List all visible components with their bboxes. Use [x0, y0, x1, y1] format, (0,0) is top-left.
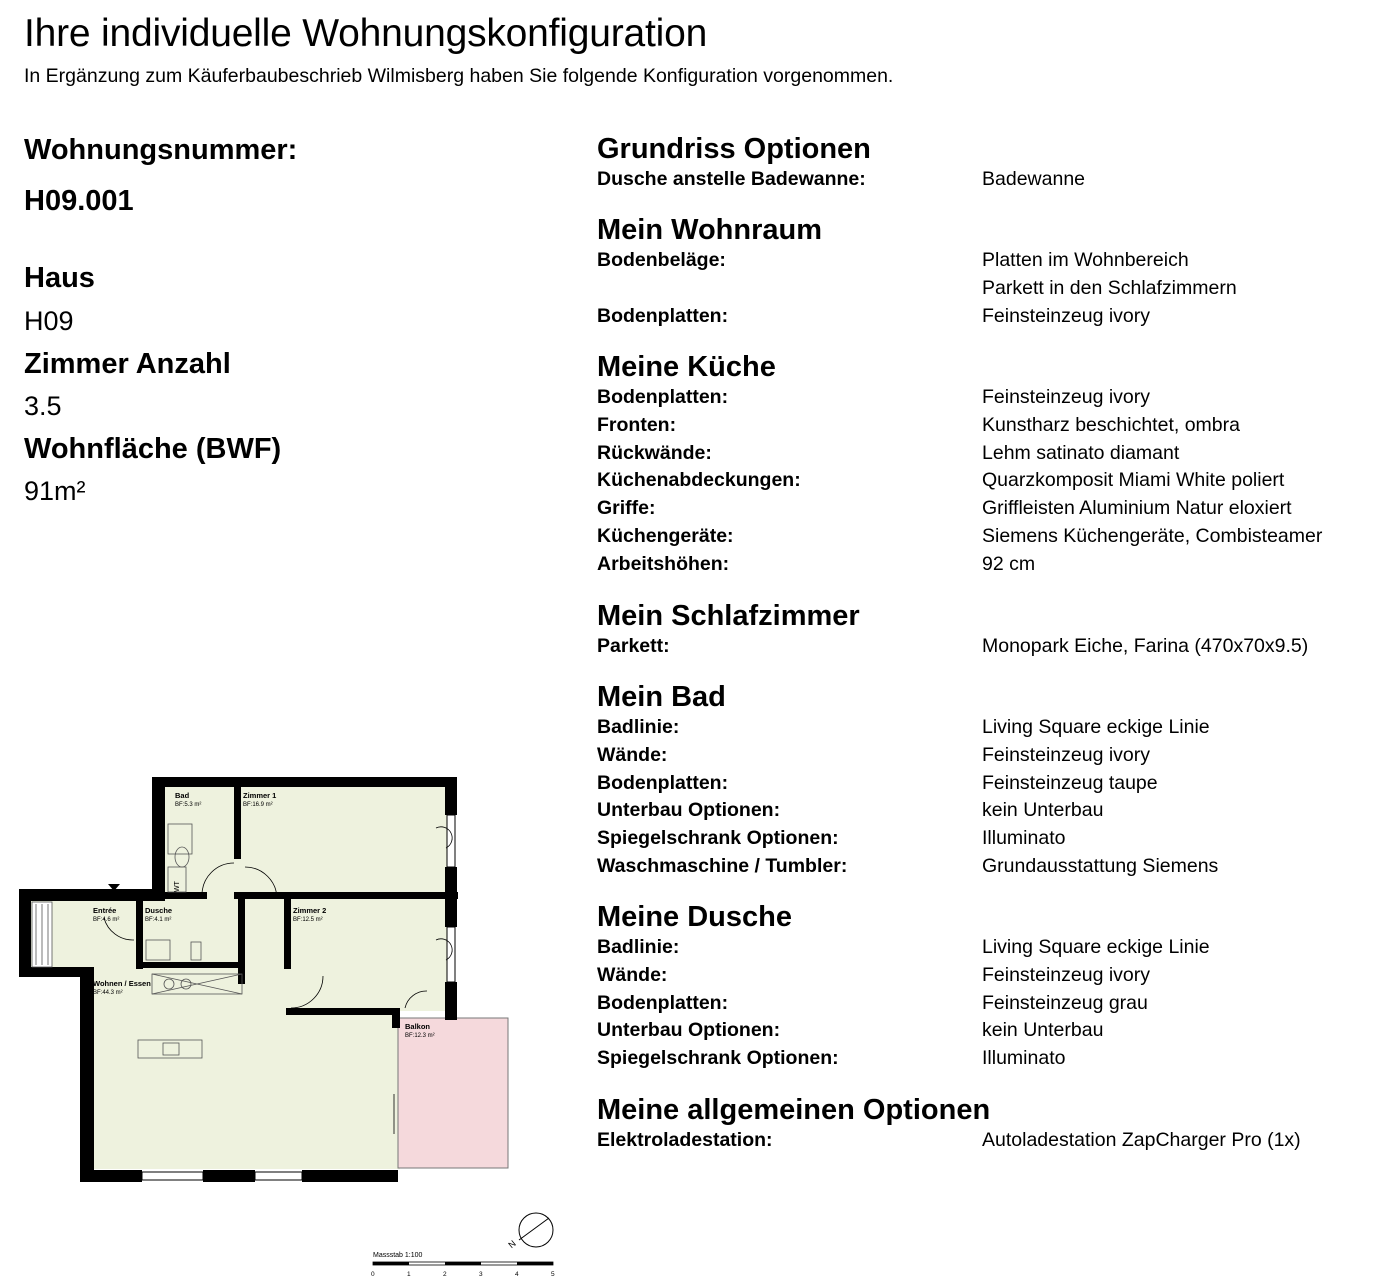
scale-label: Massstab 1:100: [373, 1252, 423, 1259]
config-value: Badewanne: [982, 168, 1086, 190]
scale-tick: 3: [479, 1271, 483, 1278]
config-key: Unterbau Optionen:: [597, 1019, 781, 1042]
config-row: [597, 1017, 1387, 1045]
rooms-value: 3.5: [24, 391, 62, 421]
scale-tick: 4: [515, 1271, 519, 1278]
balcony-area: [398, 1018, 508, 1168]
config-row: [597, 412, 1387, 440]
config-key: Waschmaschine / Tumbler:: [597, 854, 848, 877]
apartment-number-label: Wohnungsnummer:: [24, 134, 298, 166]
config-row: [597, 1127, 1387, 1155]
config-key: Parkett:: [597, 635, 670, 657]
room-area: BF:16.9 m²: [243, 802, 273, 808]
room-name: Balkon: [405, 1022, 431, 1031]
config-row: [597, 853, 1387, 881]
config-value: Kunstharz beschichtet, ombra: [982, 413, 1240, 436]
config-value: Quarzkomposit Miami White poliert: [982, 469, 1285, 492]
config-value: Feinsteinzeug ivory: [982, 743, 1150, 766]
config-value-line: Platten im Wohnbereich: [982, 249, 1189, 271]
section-mein-schlafzimmer: [597, 599, 1387, 661]
config-value: Monopark Eiche, Farina (470x70x9.5): [982, 635, 1309, 657]
room-name: Zimmer 2: [293, 906, 327, 915]
config-value: Griffleisten Aluminium Natur eloxiert: [982, 497, 1292, 520]
config-key: Griffe:: [597, 497, 656, 520]
config-key: Badlinie:: [597, 936, 680, 958]
config-row: [597, 934, 1387, 962]
config-row: [597, 495, 1387, 523]
config-row: [597, 303, 1387, 331]
wt-label: WT: [174, 881, 181, 892]
room-name: Entrée: [93, 906, 117, 915]
area-label: Wohnfläche (BWF): [24, 433, 282, 465]
scale-bar: [371, 1252, 555, 1278]
section-title: Mein Wohnraum: [597, 214, 823, 246]
config-value: Living Square eckige Linie: [982, 716, 1210, 738]
config-key: Rückwände:: [597, 441, 712, 464]
haus-value: H09: [24, 306, 74, 336]
config-key: Fronten:: [597, 413, 677, 436]
room-area: BF:44.3 m²: [93, 990, 123, 996]
config-row: [597, 633, 1387, 661]
config-row: [597, 440, 1387, 468]
config-value: Feinsteinzeug grau: [982, 991, 1148, 1014]
config-value: Feinsteinzeug ivory: [982, 963, 1150, 986]
rooms-label: Zimmer Anzahl: [24, 348, 231, 380]
page-title: Ihre individuelle Wohnungskonfiguration: [24, 12, 708, 55]
config-value: Lehm satinato diamant: [982, 441, 1180, 464]
room-area: BF:5.3 m²: [175, 802, 202, 808]
config-row: [597, 825, 1387, 853]
config-value: Autoladestation ZapCharger Pro (1x): [982, 1129, 1301, 1151]
config-row: [597, 384, 1387, 412]
section-title: Meine allgemeinen Optionen: [597, 1094, 991, 1126]
config-value: kein Unterbau: [982, 1019, 1104, 1042]
section-mein-bad: [597, 680, 1387, 881]
area-value: 91m²: [24, 476, 86, 506]
page-subtitle: In Ergänzung zum Käuferbaubeschrieb Wilmisberg haben Sie folgende Konfiguration vorgenommen.: [24, 65, 894, 87]
config-row: [597, 467, 1387, 495]
config-key: Dusche anstelle Badewanne:: [597, 168, 866, 190]
config-key: Spiegelschrank Optionen:: [597, 827, 839, 850]
section-meine-dusche: [597, 900, 1387, 1073]
north-arrow-icon: [506, 1213, 553, 1250]
config-key: Küchenabdeckungen:: [597, 469, 801, 492]
config-row: [597, 714, 1387, 742]
room-area: BF:4.6 m²: [93, 917, 120, 923]
haus-label: Haus: [24, 262, 95, 294]
config-key: Elektroladestation:: [597, 1129, 773, 1151]
section-meine-kueche: [597, 350, 1387, 579]
config-key: Spiegelschrank Optionen:: [597, 1047, 839, 1070]
config-value: Living Square eckige Linie: [982, 936, 1210, 958]
config-row: [597, 962, 1387, 990]
config-row: [597, 742, 1387, 770]
config-key: Bodenplatten:: [597, 304, 729, 327]
config-row: [597, 166, 1387, 194]
config-row: [597, 797, 1387, 825]
scale-tick: 0: [371, 1271, 375, 1278]
config-key: Bodenbeläge:: [597, 249, 726, 271]
section-title: Meine Dusche: [597, 901, 792, 933]
floor-plan: [16, 772, 561, 1280]
config-row: [597, 523, 1387, 551]
section-title: Grundriss Optionen: [597, 133, 871, 165]
config-key: Wände:: [597, 743, 668, 766]
config-key: Wände:: [597, 963, 668, 986]
config-key: Badlinie:: [597, 716, 680, 738]
room-area: BF:4.1 m²: [145, 917, 172, 923]
apartment-number-value: H09.001: [24, 185, 134, 217]
north-label: N: [506, 1238, 518, 1251]
config-value: 92 cm: [982, 552, 1036, 575]
config-row: [597, 770, 1387, 798]
config-row: [597, 1045, 1387, 1073]
section-title: Meine Küche: [597, 351, 776, 383]
room-name: Zimmer 1: [243, 791, 277, 800]
section-mein-wohnraum: [597, 213, 1387, 330]
room-area: BF:12.3 m²: [405, 1033, 435, 1039]
config-key: Bodenplatten:: [597, 771, 729, 794]
config-value: Feinsteinzeug taupe: [982, 771, 1158, 794]
config-value: kein Unterbau: [982, 799, 1104, 822]
room-name: Dusche: [145, 906, 173, 915]
config-key: Küchengeräte:: [597, 524, 734, 547]
section-title: Mein Bad: [597, 681, 726, 713]
scale-tick: 5: [551, 1271, 555, 1278]
section-allgemeine-optionen: [597, 1093, 1387, 1155]
config-value: Siemens Küchengeräte, Combisteamer: [982, 524, 1323, 547]
room-name: Bad: [175, 791, 190, 800]
config-value: Feinsteinzeug ivory: [982, 386, 1150, 408]
config-key: Bodenplatten:: [597, 386, 729, 408]
config-value: Feinsteinzeug ivory: [982, 304, 1150, 327]
config-key: Unterbau Optionen:: [597, 799, 781, 822]
config-row: [597, 551, 1387, 579]
config-row: [597, 990, 1387, 1018]
section-grundriss-optionen: [597, 132, 1387, 194]
config-value-line: Parkett in den Schlafzimmern: [982, 276, 1237, 299]
room-name: Wohnen / Essen: [93, 979, 151, 988]
config-value: Grundausstattung Siemens: [982, 854, 1219, 877]
scale-tick: 2: [443, 1271, 447, 1278]
config-value: Illuminato: [982, 827, 1066, 850]
config-key: Bodenplatten:: [597, 991, 729, 1014]
scale-tick: 1: [407, 1271, 411, 1278]
config-value: Illuminato: [982, 1047, 1066, 1070]
room-area: BF:12.5 m²: [293, 917, 323, 923]
config-value: [982, 247, 1237, 303]
config-row: [597, 247, 1387, 303]
section-title: Mein Schlafzimmer: [597, 600, 860, 632]
config-key: Arbeitshöhen:: [597, 552, 730, 575]
